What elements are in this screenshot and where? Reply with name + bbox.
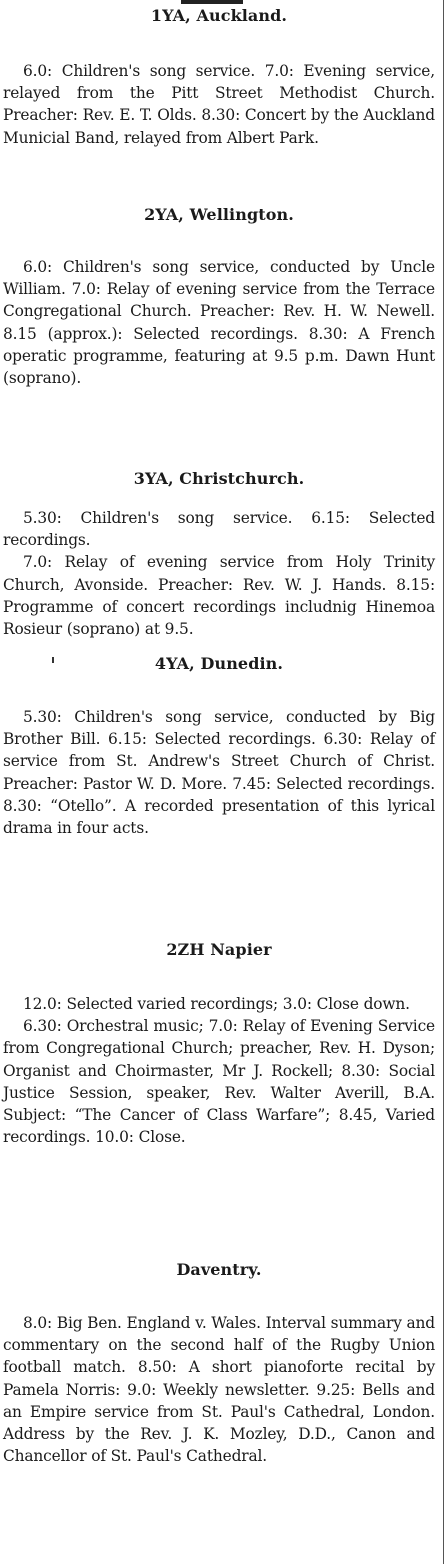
column-divider-rule — [443, 0, 445, 1564]
station-heading: 4YA, Dunedin. — [154, 654, 284, 673]
station-daventry — [3, 1260, 435, 1467]
programme-paragraph: 6.0: Children's song service. 7.0: Evening service, relayed from the Pitt Street Methodist Church. Preacher: Rev. E. T. Olds. 8.30: Concert by the Auckland Municial Band, relayed from Albert Park. — [3, 62, 435, 147]
station-heading: Daventry. — [176, 1260, 262, 1279]
programme-paragraph: 8.0: Big Ben. England v. Wales. Interval summary and commentary on the second half of the Rugby Union football match. 8.50: A short pianoforte recital by Pamela Norris: 9.0: Weekly newsletter. 9.25: Bells and an Empire service from St. Paul's Cathedral, London. Address by the Rev. J. K. Mozley, D.D., Canon and Chancellor of St. Paul's Cathedral. — [3, 1314, 436, 1466]
top-divider-rule — [181, 0, 243, 4]
station-heading: 1YA, Auckland. — [150, 6, 288, 25]
station-1ya-auckland — [3, 6, 435, 149]
programme-paragraph: 6.0: Children's song service, conducted by Uncle William. 7.0: Relay of evening service from the Terrace Congregational Church. Preacher: Rev. H. W. Newell. 8.15 (approx.): Selected recordings. 8.30: A French operatic programme, featuring at 9.5 p.m. Dawn Hunt (soprano). — [3, 258, 435, 388]
programme-paragraph: 6.30: Orchestral music; 7.0: Relay of Evening Service from Congregational Church; preacher, Rev. H. Dyson; Organist and Choirmaster, Mr J. Rockell; 8.30: Social Justice Session, speaker, Rev. Walter Averill, B.A. Subject: “The Cancer of Class Warfare”; 8.45, Varied recordings. 10.0: Close. — [3, 1017, 435, 1147]
station-2zh-napier — [3, 940, 435, 1148]
station-heading: 2YA, Wellington. — [144, 205, 294, 224]
programme-paragraph: 12.0: Selected varied recordings; 3.0: Close down. — [23, 995, 410, 1013]
station-4ya-dunedin — [3, 654, 435, 839]
programme-paragraph: 5.30: Children's song service, conducted by Big Brother Bill. 6.15: Selected recordings. 6.30: Relay of service from St. Andrew's Street Church of Christ. Preacher: Pastor W. D. More. 7.45: Selected recordings. 8.30: “Otello”. A recorded presentation of this lyrical drama in four acts. — [3, 708, 435, 838]
programme-paragraph: 5.30: Children's song service. 6.15: Selected recordings. — [3, 509, 435, 550]
programme-paragraph: 7.0: Relay of evening service from Holy Trinity Church, Avonside. Preacher: Rev. W. J. Hands. 8.15: Programme of concert recordings includnig Hinemoa Rosieur (soprano) at 9.5. — [3, 553, 435, 639]
station-3ya-christchurch — [3, 469, 435, 640]
station-2ya-wellington — [3, 205, 435, 389]
station-heading: 3YA, Christchurch. — [133, 469, 305, 488]
station-heading: 2ZH Napier — [166, 940, 272, 959]
